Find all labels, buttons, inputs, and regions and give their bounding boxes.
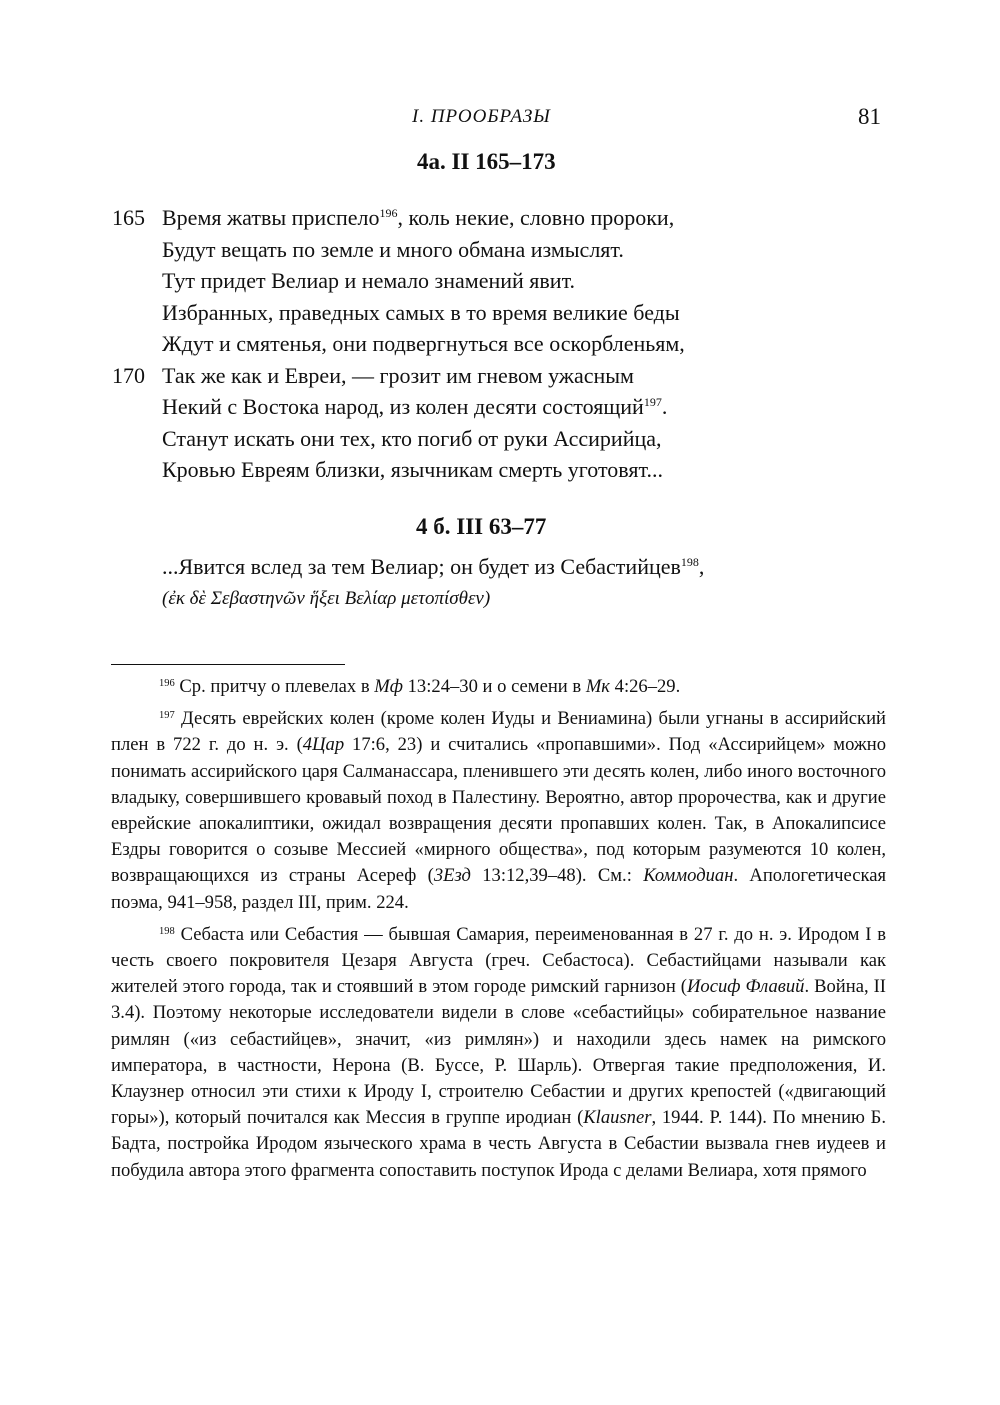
footnote-text: 13:24–30 и о семени в — [402, 676, 586, 697]
footnote-citation: Мф — [374, 676, 403, 697]
footnote-ref-197: 197 — [643, 395, 662, 409]
footnote-text: . Апологетическая поэма, 941–958, раздел III, прим. 224. — [111, 865, 887, 913]
verse-text: Тут придет Велиар и немало знамений явит. — [162, 268, 576, 293]
footnote-197 — [111, 706, 886, 916]
page-number: 81 — [858, 104, 881, 129]
footnotes — [111, 674, 886, 1190]
verse-text: Ждут и смятенья, они подвергнуться все оскорбленьям, — [162, 331, 685, 356]
verse-text: Так же как и Евреи, — грозит им гневом ужасным — [162, 362, 634, 388]
verse-text — [162, 551, 704, 583]
footnote-citation: Мк — [585, 676, 610, 697]
footnote-text: 17:6, 23) и считались «пропавшими». Под «Ассирийцем» можно понимать ассирийского царя Салманассара, пленившего эти десять колен, либо иного восточного владыку, совершившего кровавый поход в Палестину. Вероятно, автор пророчества, как и другие еврейские апокалиптики, ожидал возвращения десяти пропавших колен. Так, в Апокалипсисе Ездры говорится о созыве Мессией «мирного общества», под которым разумеются 10 колен, возвращающихся из страны Асереф ( — [111, 734, 886, 887]
footnote-text: Себаста или Себастия — бывшая Самария, переименованная в 27 г. до н. э. Иродом I в честь своего покровителя Цезаря Августа (греч. Себастоса). Себастийцами называли как жителей этого города, так и стоявший в этом городе римский гарнизон ( — [111, 923, 887, 998]
verse-text: Будут вещать по земле и много обмана измыслят. — [162, 236, 624, 262]
verse-text-main: Некий с Востока народ, из колен десяти состоящий — [162, 394, 644, 419]
footnote-citation: Иосиф Флавий — [686, 976, 805, 998]
footnote-citation: Klausner — [583, 1107, 652, 1129]
footnote-number: 196 — [159, 678, 175, 689]
verse-text — [162, 202, 674, 234]
verse-text-tail: , — [698, 554, 705, 579]
footnote-text: 4:26–29. — [610, 676, 681, 697]
footnote-ref-198: 198 — [680, 555, 699, 569]
footnote-text: Ср. притчу о плевелах в — [179, 676, 375, 697]
verse-text-main: ...Явится вслед за тем Велиар; он будет из Себастийцев — [162, 554, 681, 579]
footnote-citation: 4Цар — [302, 734, 345, 756]
footnote-text: Десять еврейских колен (кроме колен Иуды и Вениамина) были угнаны в ассирийский плен в 722 г. до н. э. ( — [111, 708, 886, 756]
section-heading-4b: 4 б. III 63–77 — [416, 514, 547, 539]
section-heading-4a: 4а. II 165–173 — [417, 149, 556, 174]
line-number: 165 — [112, 205, 145, 230]
footnote-text: 13:12,39–48). См.: — [470, 865, 644, 887]
verse-text-tail: . — [661, 394, 668, 419]
verse-text: Станут искать они тех, кто погиб от руки Ассирийца, — [162, 425, 662, 451]
footnote-number: 198 — [159, 925, 175, 937]
footnote-citation: Коммодиан — [643, 865, 734, 887]
footnote-196 — [111, 674, 886, 700]
running-title: I. ПРООБРАЗЫ — [412, 106, 551, 127]
footnote-198 — [111, 922, 886, 1184]
verse-text — [162, 391, 667, 423]
footnote-ref-196: 196 — [379, 206, 398, 220]
running-head — [0, 106, 1000, 136]
verse-text: Избранных, праведных самых в то время великие беды — [162, 299, 680, 325]
verse-text: Кровью Евреям близки, язычникам смерть уготовят... — [162, 457, 663, 482]
footnote-separator — [111, 664, 345, 665]
footnote-text: . Война, II 3.4). Поэтому некоторые исследователи видели в слове «себастийцы» собирательное название римлян («из себастийцев», значит, «из римлян») и находили здесь намек на римского императора, в частности, Нерона (В. Буссе, Р. Шарль). Отвергая такие предположения, И. Клаузнер относил эти стихи к Ироду I, строителю Себастии и других крепостей («двигающий горы»), который почитался как Мессия в группе иродиан ( — [111, 976, 886, 1129]
footnote-citation: 3Езд — [433, 865, 471, 887]
verse-text-tail: , коль некие, словно пророки, — [397, 205, 675, 230]
footnote-text: , 1944. P. 144). По мнению Б. Бадта, постройка Иродом языческого храма в честь Августа в Себастии вызвала гнев иудеев и побудила автора этого фрагмента сопоставить поступок Ирода с делами Велиара, хотя прямого — [111, 1107, 886, 1181]
greek-original: (ἐκ δὲ Σεβαστηνῶν ἥξει Βελίαρ μετοπίσθεν) — [162, 587, 491, 609]
line-number: 170 — [112, 362, 145, 388]
footnote-number: 197 — [159, 710, 175, 722]
verse-text-main: Время жатвы приспело — [162, 205, 380, 230]
